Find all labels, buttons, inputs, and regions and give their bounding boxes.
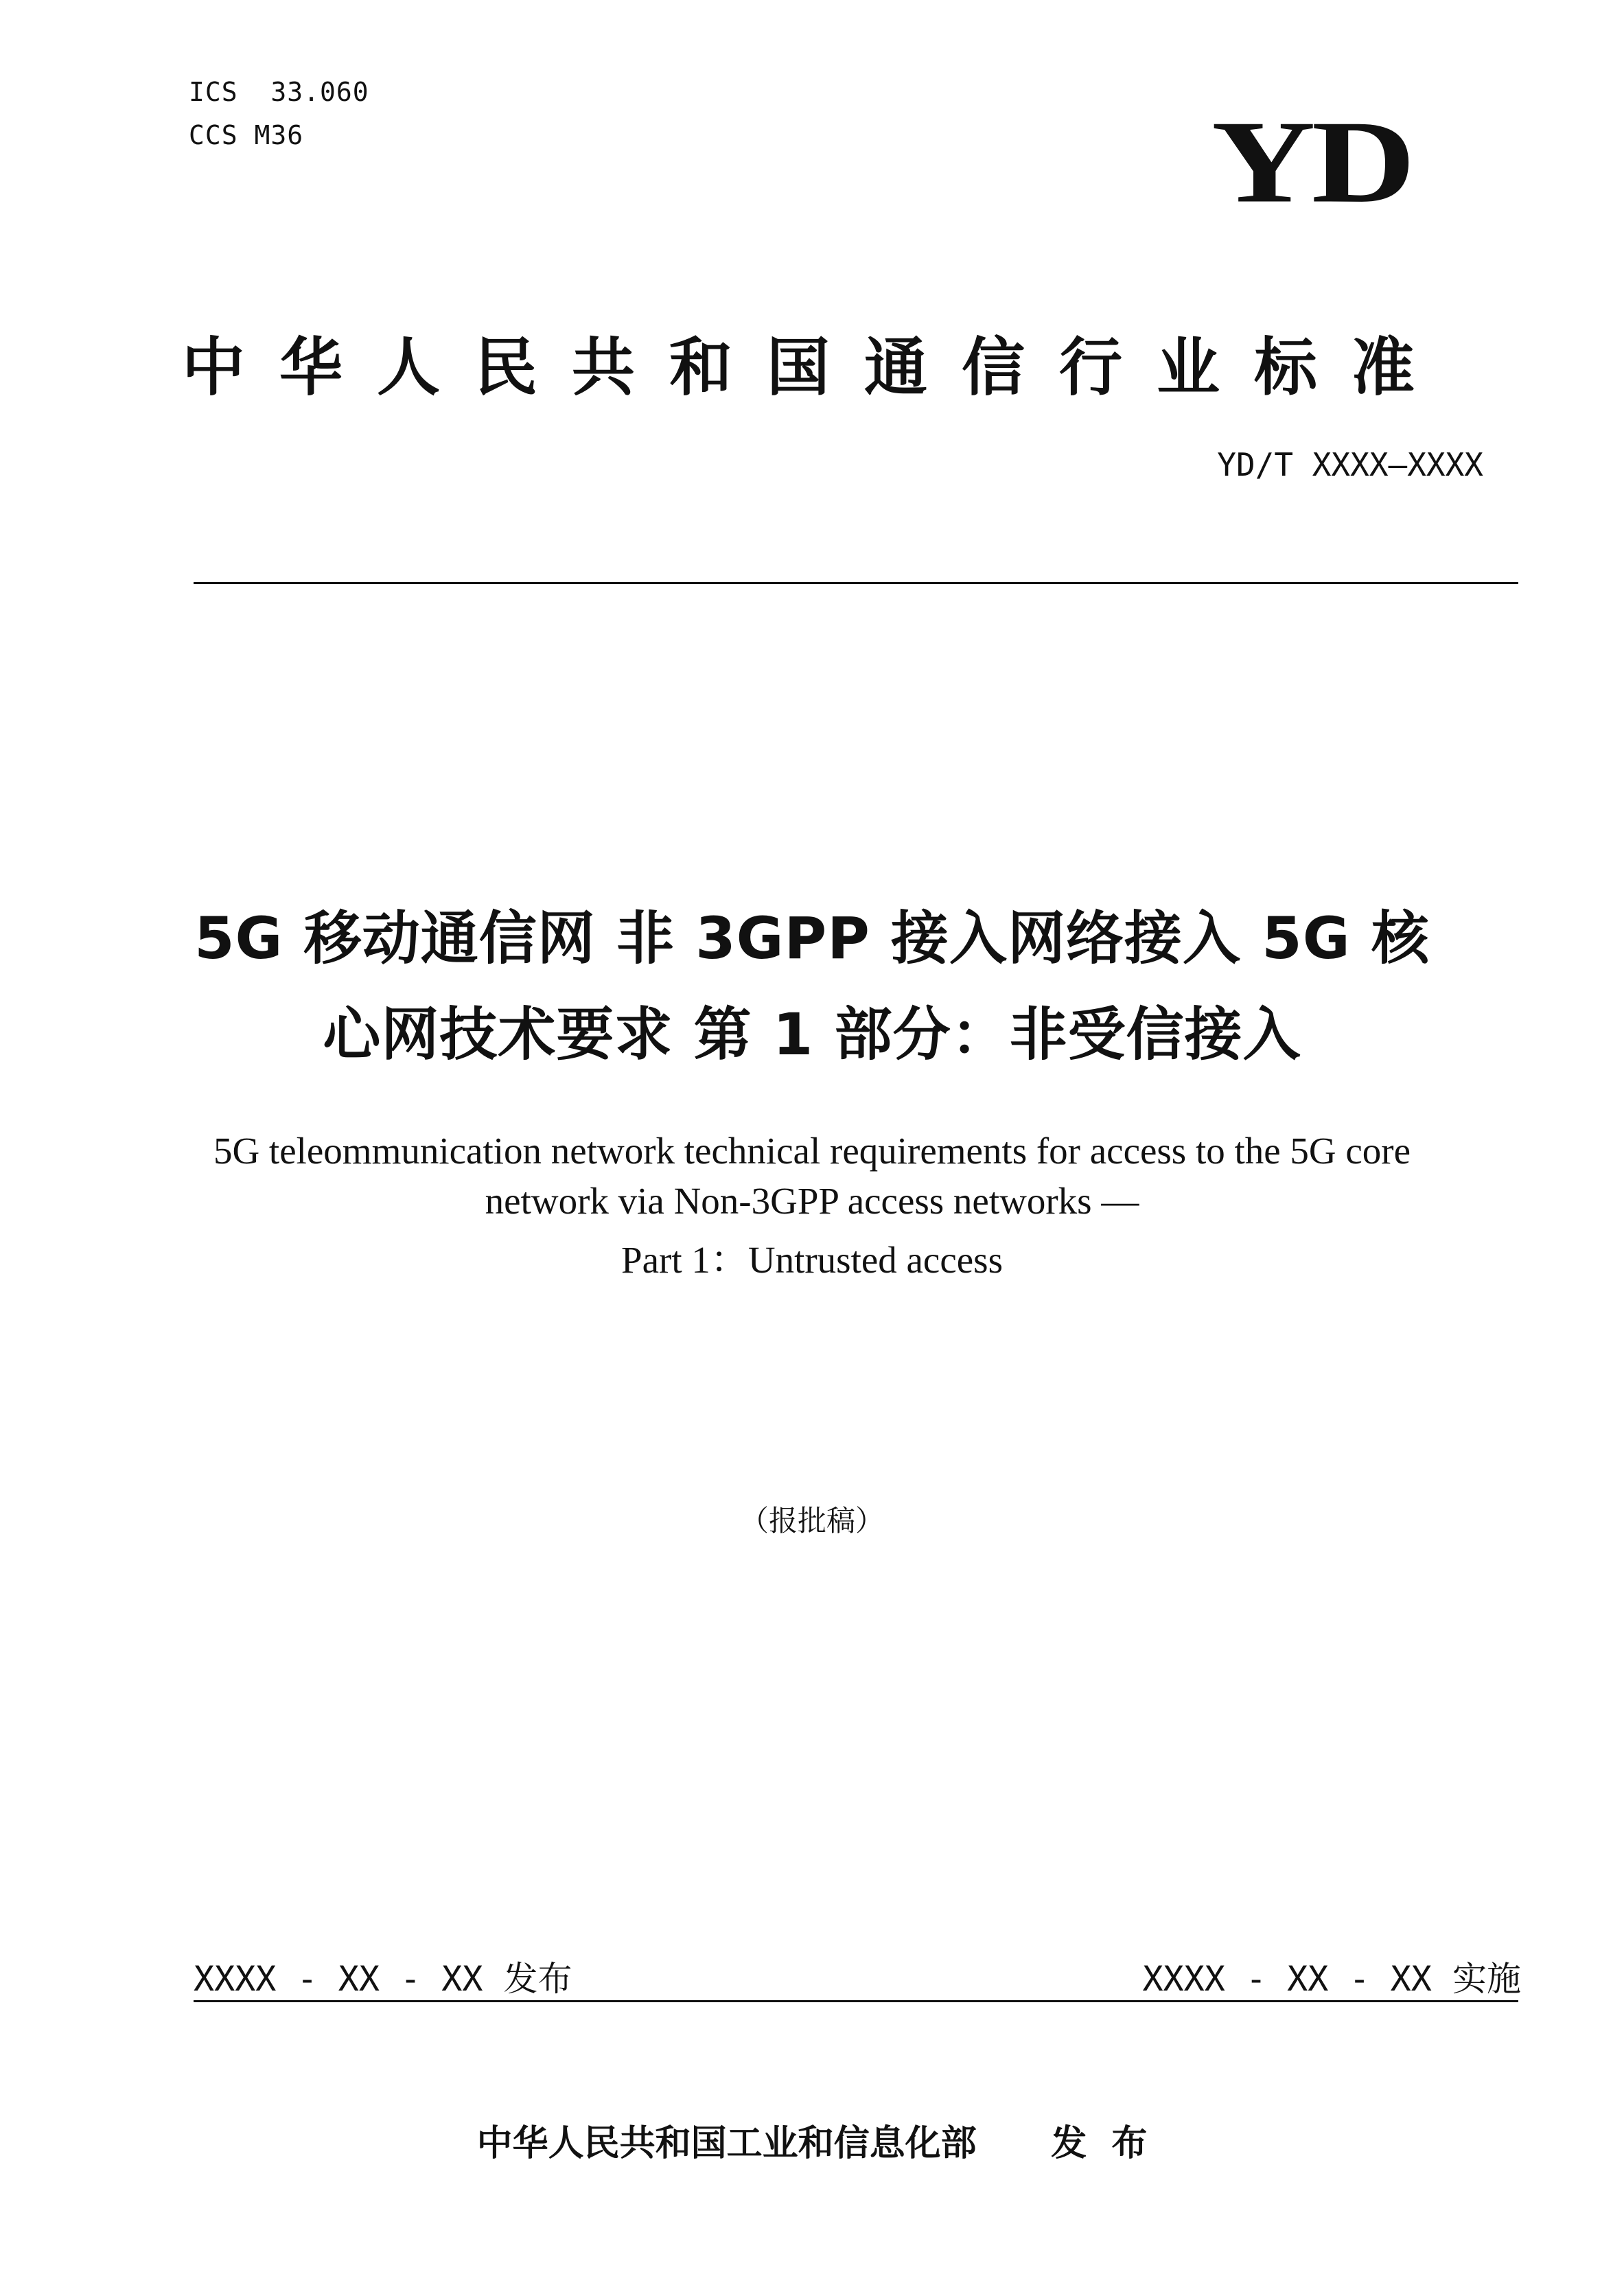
standard-category-title: 中华人民共和国通信行业标准: [182, 331, 1450, 404]
top-divider: [194, 582, 1518, 584]
english-title-line-2: network via Non-3GPP access networks —: [485, 1180, 1139, 1222]
standard-number: YD/T XXXX—XXXX: [1217, 446, 1483, 483]
english-title-line-3: Part 1：Untrusted access: [621, 1239, 1003, 1281]
yd-logo: YD: [1211, 96, 1412, 228]
chinese-title-line-2: 心网技术要求 第 1 部分：非受信接入: [323, 1001, 1301, 1068]
draft-status-label: （报批稿）: [739, 1504, 884, 1538]
publisher-line: 中华人民共和国工业和信息化部 发 布: [476, 2123, 1148, 2164]
chinese-title-line-1: 5G 移动通信网 非 3GPP 接入网络接入 5G 核: [194, 905, 1430, 972]
bottom-divider: [194, 2000, 1518, 2002]
ics-code: ICS 33.060: [189, 77, 369, 107]
publish-date: XXXX - XX - XX 发布: [194, 1959, 572, 1999]
implement-date: XXXX - XX - XX 实施: [1142, 1959, 1521, 1999]
english-title-line-1: 5G teleommunication network technical requirements for access to the 5G core: [213, 1130, 1411, 1172]
ccs-code: CCS M36: [189, 120, 304, 150]
